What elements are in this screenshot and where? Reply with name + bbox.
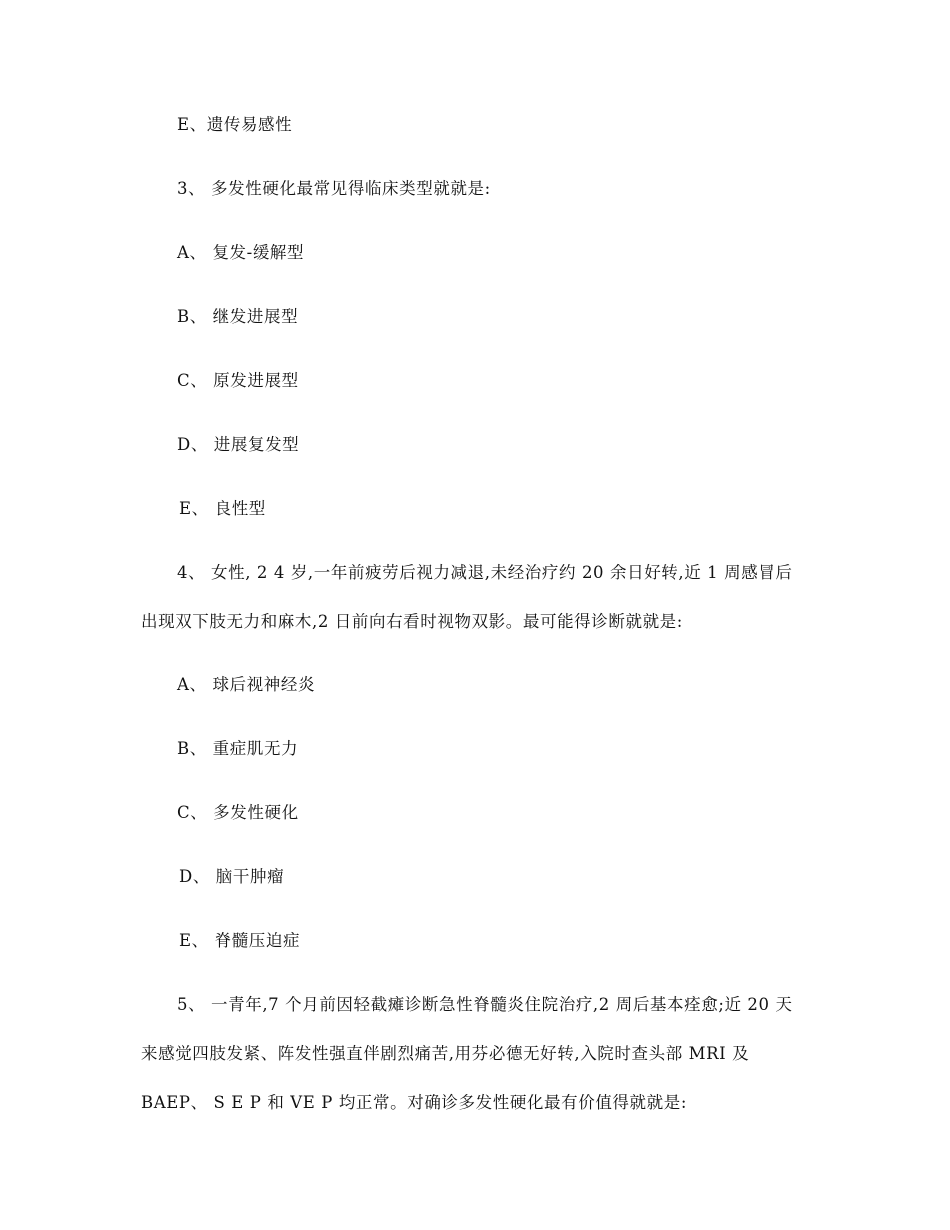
- question-5-line-2: 来感觉四肢发紧、阵发性强直伴剧烈痛苦,用芬必德无好转,入院时查头部 MRI 及: [141, 1044, 750, 1063]
- question-4-line-2: 出现双下肢无力和麻木,2 日前向右看时视物双影。最可能得诊断就就是:: [141, 612, 683, 631]
- option-e-q2: E、遗传易感性: [177, 115, 293, 134]
- option-c-q3: C、 原发进展型: [177, 371, 299, 390]
- question-5-line-3: BAEP、 S E P 和 VE P 均正常。对确诊多发性硬化最有价值得就就是:: [141, 1093, 687, 1112]
- option-a-q3: A、 复发-缓解型: [177, 243, 305, 262]
- option-c-q4: C、 多发性硬化: [177, 803, 299, 822]
- option-e-q4: E、 脊髓压迫症: [179, 931, 301, 950]
- option-d-q4: D、 脑干肿瘤: [179, 867, 285, 886]
- question-5-line-1: 5、 一青年,7 个月前因轻截瘫诊断急性脊髓炎住院治疗,2 周后基本痊愈;近 20 天: [177, 995, 793, 1014]
- option-d-q3: D、 进展复发型: [177, 435, 300, 454]
- question-3: 3、 多发性硬化最常见得临床类型就就是:: [177, 179, 491, 198]
- option-b-q4: B、 重症肌无力: [177, 739, 299, 758]
- option-e-q3: E、 良性型: [179, 499, 266, 518]
- option-a-q4: A、 球后视神经炎: [177, 675, 316, 694]
- question-4-line-1: 4、 女性, 2 4 岁,一年前疲劳后视力减退,未经治疗约 20 余日好转,近 1 周感冒后: [177, 563, 793, 582]
- option-b-q3: B、 继发进展型: [177, 307, 299, 326]
